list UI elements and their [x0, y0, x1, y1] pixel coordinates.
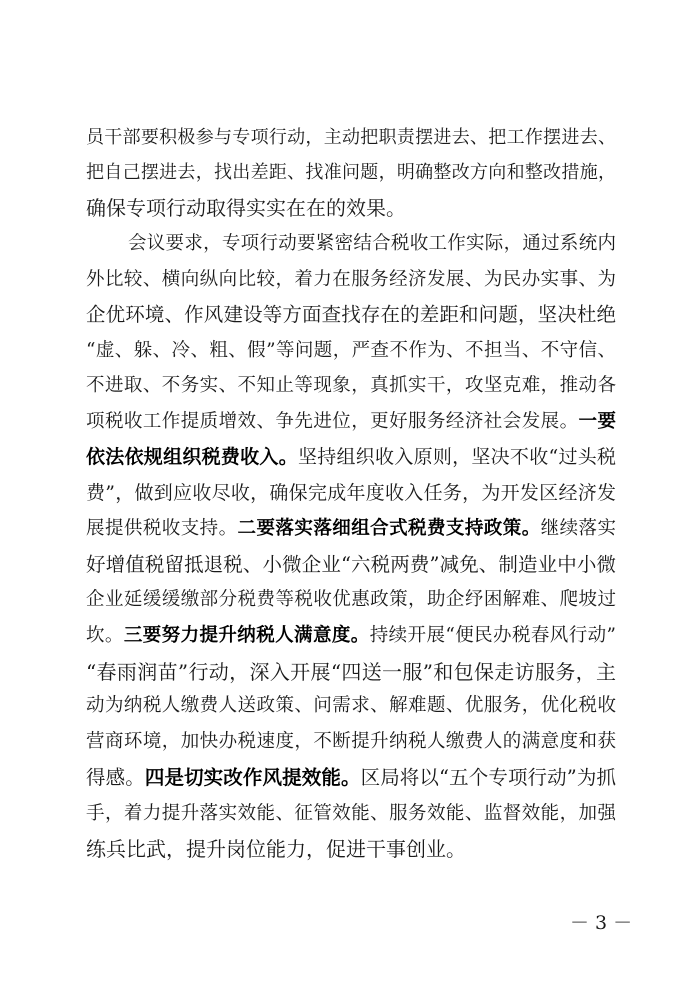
- text-span: 企业延缓缓缴部分税费等税收优惠政策，助企纾困解难、爬坡过: [86, 589, 616, 611]
- text-span: 好增值税留抵退税、小微企业“六税两费”减免、制造业中小微: [86, 552, 616, 576]
- paragraph-line: [86, 761, 616, 795]
- text-span: 不进取、不务实、不知止等现象，真抓实干，攻坚克难，推动各: [86, 375, 616, 396]
- page-number: － 3 －: [570, 912, 633, 934]
- paragraph-line: [86, 121, 616, 155]
- paragraph-line: [86, 548, 616, 582]
- text-span: 坚持组织收入原则，坚决不收“过头税: [297, 446, 616, 469]
- bold-heading-text: 三要努力提升纳税人满意度。: [123, 624, 370, 646]
- text-span: 区局将以“五个专项行动”为抓: [360, 765, 616, 789]
- text-span: 继续落实: [540, 517, 616, 539]
- paragraph-line: [86, 583, 616, 617]
- text-span: “春雨润苗”行动，深入开展“四送一服”和包保走访服务，主: [86, 659, 616, 684]
- text-span: 外比较、横向纵向比较，着力在服务经济发展、为民办实事、为: [86, 268, 616, 290]
- text-span: 会议要求，专项行动要紧密结合税收工作实际，通过系统内: [128, 233, 616, 255]
- text-span: 员干部要积极参与专项行动，主动把职责摆进去、把工作摆进去、: [86, 126, 616, 148]
- text-span: 项税收工作提质增效、争先进位，更好服务经济社会发展。: [86, 410, 579, 432]
- bold-heading-text: 四是切实改作风提效能。: [144, 765, 361, 789]
- paragraph-line: [86, 797, 616, 831]
- bold-heading-text: 依法依规组织税费收入。: [86, 446, 298, 469]
- paragraph-line: [86, 156, 616, 190]
- text-span: 坎。: [86, 624, 124, 646]
- paragraph-line: [86, 298, 616, 332]
- text-span: 企优环境、作风建设等方面查找存在的差距和问题，坚决杜绝: [86, 303, 616, 327]
- paragraph-line: [86, 725, 616, 759]
- text-span: 展提供税收支持。: [86, 517, 238, 539]
- text-span: 动为纳税人缴费人送政策、问需求、解难题、优服务，优化税收: [86, 695, 616, 717]
- text-span: 营商环境，加快办税速度，不断提升纳税人缴费人的满意度和获: [86, 731, 616, 753]
- paragraph-line: [86, 334, 616, 368]
- paragraph-line: [86, 263, 616, 297]
- text-span: 练兵比武，提升岗位能力，促进干事创业。: [86, 837, 466, 862]
- paragraph-line: [86, 440, 616, 474]
- text-span: 费”，做到应收尽收，确保完成年度收入任务，为开发区经济发: [86, 482, 616, 505]
- paragraph-line: [128, 227, 616, 261]
- text-span: 得感。: [86, 765, 145, 789]
- text-span: “虚、躲、冷、粗、假”等问题，严查不作为、不担当、不守信、: [86, 340, 616, 362]
- paragraph-line: [86, 476, 616, 510]
- paragraph-line: [86, 191, 616, 225]
- text-span: 确保专项行动取得实实在在的效果。: [86, 196, 406, 221]
- paragraph-line: [86, 832, 616, 866]
- paragraph-line: [86, 369, 616, 403]
- paragraph-line: [86, 689, 616, 723]
- paragraph-line: [86, 619, 616, 653]
- bold-heading-text: 二要落实落细组合式税费支持政策。: [237, 517, 541, 539]
- paragraph-line: [86, 655, 616, 689]
- text-span: 把自己摆进去，找出差距、找准问题，明确整改方向和整改措施，: [86, 161, 616, 183]
- paragraph-line: [86, 512, 616, 546]
- text-span: 持续开展“便民办税春风行动”: [369, 624, 616, 646]
- text-span: 手，着力提升落实效能、征管效能、服务效能、监督效能，加强: [86, 802, 616, 824]
- paragraph-line: [86, 405, 616, 439]
- bold-heading-text: 一要: [578, 410, 616, 432]
